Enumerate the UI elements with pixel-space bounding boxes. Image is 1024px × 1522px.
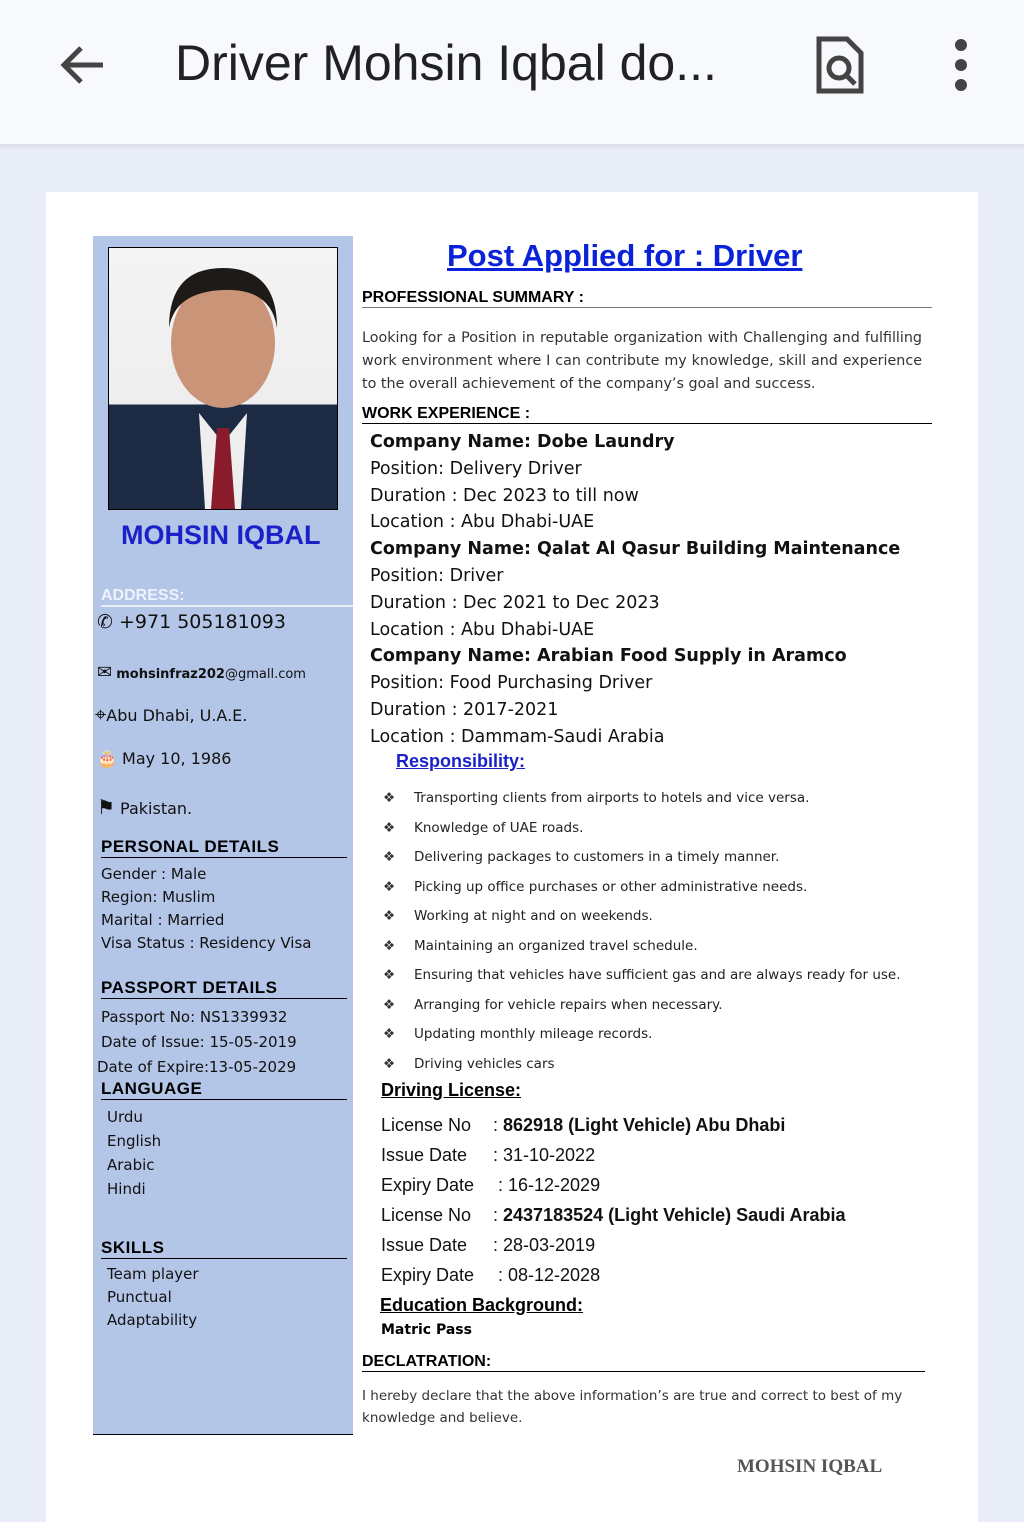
flag-icon: ⚑ <box>97 795 115 819</box>
bullet-icon: ❖ <box>383 1055 396 1072</box>
bullet-icon: ❖ <box>383 878 396 895</box>
phone-row <box>97 611 286 633</box>
responsibility-item <box>383 902 901 932</box>
summary-text: Looking for a Position in reputable organization with Challenging and fulfilling work environment where I can contribute my knowledge, skill and experience to the overall achievement of the company’s goal and success. <box>362 330 922 392</box>
duration: Duration : 2017-2021 <box>370 699 559 720</box>
license-value: : 31-10-2022 <box>493 1145 596 1165</box>
bullet-icon: ❖ <box>383 790 396 806</box>
passport-details-title: PASSPORT DETAILS <box>101 978 347 999</box>
address-label: ADDRESS: <box>101 587 353 607</box>
responsibility-text: Updating monthly mileage records. <box>414 1026 653 1042</box>
personal-details <box>101 863 311 955</box>
language-item: Hindi <box>107 1180 146 1198</box>
license-value: : 28-03-2019 <box>493 1235 596 1255</box>
work-experience <box>370 429 900 751</box>
candidate-name: MOHSIN IQBAL <box>121 520 321 550</box>
app-bar <box>0 0 1024 145</box>
location-pin-icon: ⌖ <box>95 702 107 726</box>
nationality: Pakistan. <box>120 799 193 818</box>
responsibility-item <box>383 814 901 844</box>
gender: Gender : Male <box>101 865 207 883</box>
email-user: mohsinfraz202 <box>116 667 225 682</box>
summary-title: PROFESSIONAL SUMMARY : <box>362 289 932 308</box>
license-value-bold: 862918 (Light Vehicle) Abu Dhabi <box>503 1115 786 1135</box>
responsibility-list <box>383 784 901 1079</box>
skill-item: Team player <box>107 1265 199 1283</box>
responsibility-text: Delivering packages to customers in a timely manner. <box>414 849 780 865</box>
bullet-icon: ❖ <box>383 908 396 924</box>
signature-name: MOHSIN IQBAL <box>737 1456 883 1477</box>
city-row <box>95 702 247 726</box>
bullet-icon: ❖ <box>383 1026 396 1042</box>
position: Position: Food Purchasing Driver <box>370 673 653 694</box>
position: Position: Delivery Driver <box>370 458 582 479</box>
license-key: Issue Date <box>381 1235 468 1255</box>
skill-item: Adaptability <box>107 1311 198 1329</box>
license-row <box>381 1200 846 1230</box>
skills-title: SKILLS <box>101 1238 347 1259</box>
company-name: Company Name: Qalat Al Qasur Building Maintenance <box>370 539 901 560</box>
responsibility-text: Maintaining an organized travel schedule. <box>414 937 698 954</box>
location: Location : Abu Dhabi-UAE <box>370 512 595 533</box>
location: Location : Dammam-Saudi Arabia <box>370 726 665 747</box>
dob-row <box>97 749 231 768</box>
declaration-text: I hereby declare that the above information’s are true and correct to best of my knowledge and believe. <box>362 1388 903 1426</box>
license-key: Expiry Date <box>381 1175 475 1195</box>
visa-status: Visa Status : Residency Visa <box>101 934 312 952</box>
envelope-icon: ✉ <box>97 662 113 683</box>
license-value: : 16-12-2029 <box>493 1175 601 1195</box>
license-value: : <box>493 1205 504 1225</box>
passport-expire: Date of Expire:13-05-2029 <box>97 1058 297 1076</box>
bullet-icon: ❖ <box>383 849 396 865</box>
dob: May 10, 1986 <box>122 749 232 768</box>
work-title: WORK EXPERIENCE : <box>362 405 932 424</box>
responsibility-text: Knowledge of UAE roads. <box>414 819 584 836</box>
post-applied-heading: Post Applied for : Driver <box>447 238 803 273</box>
declaration-title: DECLATRATION: <box>362 1353 925 1372</box>
license-row <box>381 1170 846 1200</box>
religion: Region: Muslim <box>101 888 216 906</box>
responsibility-text: Transporting clients from airports to hotels and vice versa. <box>414 790 810 806</box>
license-key: License No <box>381 1205 472 1225</box>
company-name: Company Name: Arabian Food Supply in Aramco <box>370 646 847 667</box>
bullet-icon: ❖ <box>383 996 396 1013</box>
language-item: English <box>107 1132 162 1150</box>
responsibility-item <box>383 932 901 962</box>
email-domain: @gmall.com <box>224 667 306 682</box>
responsibility-item <box>383 843 901 873</box>
skills <box>107 1263 199 1332</box>
license-value-bold: 2437183524 (Light Vehicle) Saudi Arabia <box>503 1205 846 1225</box>
bullet-icon: ❖ <box>383 967 396 983</box>
city: Abu Dhabi, U.A.E. <box>106 706 248 725</box>
license-value: : <box>493 1115 504 1135</box>
phone-number: +971 505181093 <box>118 611 286 633</box>
responsibility-title: Responsibility: <box>396 751 526 771</box>
languages <box>107 1105 161 1201</box>
location: Location : Abu Dhabi-UAE <box>370 619 595 640</box>
responsibility-text: Working at night and on weekends. <box>414 908 653 924</box>
skill-item: Punctual <box>107 1288 172 1306</box>
language-item: Urdu <box>107 1108 143 1126</box>
birthday-cake-icon: 🎂 <box>97 749 117 768</box>
passport-issue: Date of Issue: 15-05-2019 <box>101 1033 297 1051</box>
email-row <box>97 662 306 683</box>
personal-details-title: PERSONAL DETAILS <box>101 837 347 858</box>
phone-icon: ✆ <box>97 611 113 633</box>
responsibility-item <box>383 991 901 1021</box>
license-key: License No <box>381 1115 472 1135</box>
education-value: Matric Pass <box>381 1322 472 1338</box>
license-row <box>381 1230 846 1260</box>
document-title: Driver Mohsin Iqbal do... <box>175 35 717 91</box>
language-item: Arabic <box>107 1156 155 1174</box>
license-key: Expiry Date <box>381 1265 475 1285</box>
responsibility-item <box>383 784 901 814</box>
license-row <box>381 1260 846 1290</box>
passport-no: Passport No: NS1339932 <box>101 1008 288 1026</box>
responsibility-item <box>383 1050 901 1080</box>
license-key: Issue Date <box>381 1145 468 1165</box>
language-title: LANGUAGE <box>101 1079 347 1100</box>
license-row <box>381 1140 846 1170</box>
duration: Duration : Dec 2021 to Dec 2023 <box>370 592 660 613</box>
more-vert-icon[interactable] <box>950 38 972 92</box>
license-value: : 08-12-2028 <box>493 1265 601 1285</box>
license-title: Driving License: <box>381 1080 522 1100</box>
responsibility-text: Driving vehicles cars <box>414 1055 555 1072</box>
bullet-icon: ❖ <box>383 937 396 954</box>
responsibility-text: Ensuring that vehicles have sufficient gas and are always ready for use. <box>414 967 901 983</box>
license-list <box>381 1110 846 1290</box>
company-name: Company Name: Dobe Laundry <box>370 432 675 452</box>
passport-details <box>97 1005 297 1080</box>
bullet-icon: ❖ <box>383 819 396 836</box>
profile-photo <box>108 247 338 510</box>
position: Position: Driver <box>370 565 504 586</box>
search-document-icon[interactable] <box>815 36 865 94</box>
education-title: Education Background: <box>380 1295 584 1315</box>
responsibility-item <box>383 873 901 903</box>
responsibility-text: Picking up office purchases or other administrative needs. <box>414 878 808 895</box>
responsibility-item <box>383 1020 901 1050</box>
marital: Marital : Married <box>101 911 225 929</box>
duration: Duration : Dec 2023 to till now <box>370 485 639 506</box>
responsibility-item <box>383 961 901 991</box>
arrow-left-icon[interactable] <box>55 38 109 92</box>
license-row <box>381 1110 846 1140</box>
nationality-row <box>97 795 192 819</box>
responsibility-text: Arranging for vehicle repairs when necessary. <box>414 996 723 1013</box>
